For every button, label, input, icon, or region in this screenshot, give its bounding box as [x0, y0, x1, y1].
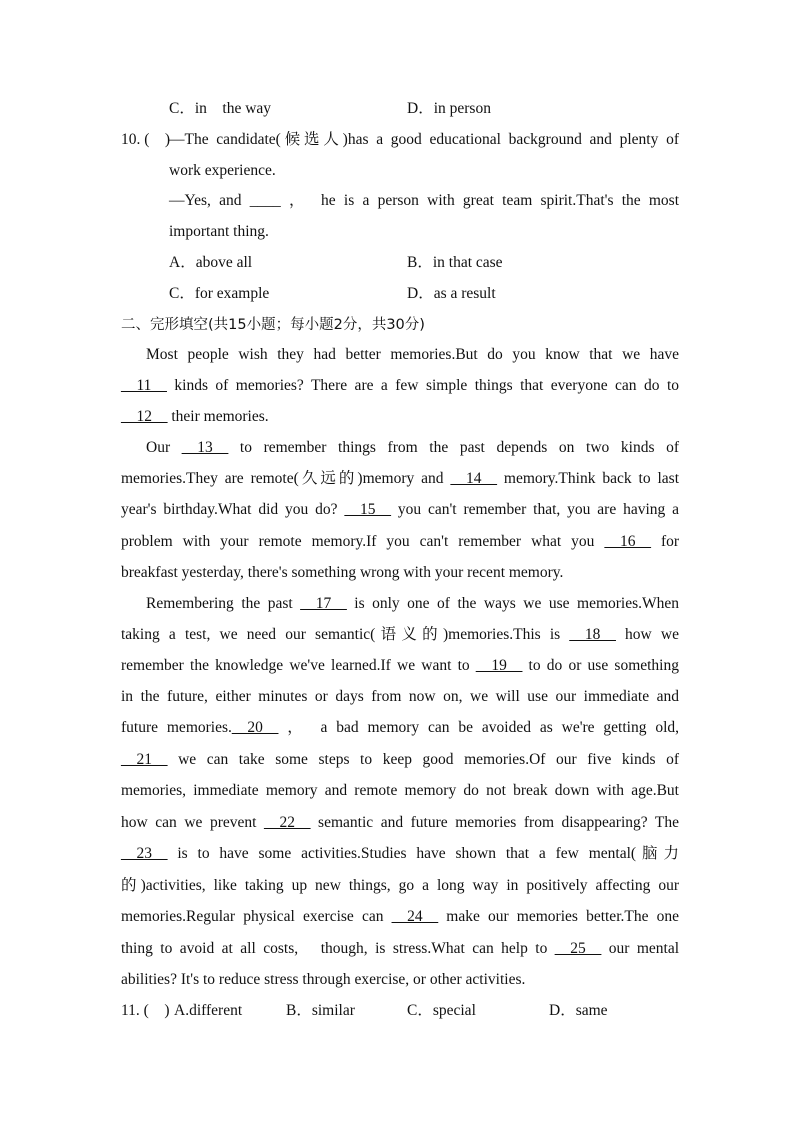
passage-line: __23__ is to have some activities.Studies have shown that a few mental(脑力: [121, 845, 679, 862]
passage-line: breakfast yesterday, there's something wrong with your recent memory.: [121, 564, 564, 581]
passage-line: thing to avoid at all costs, though, is stress.What can help to __25__ our mental: [121, 940, 680, 957]
q10-response-line1: —Yes, and ____ ， he is a person with great team spirit.That's the most: [169, 192, 680, 209]
blank-17: __17__: [300, 595, 347, 612]
passage-line: year's birthday.What did you do? __15__ you can't remember that, you are having a: [121, 501, 680, 518]
blank-12: __12__: [121, 408, 168, 425]
passage-line: memories, immediate memory and remote memory do not break down with age.But: [121, 782, 679, 799]
passage-line: __11__ kinds of memories? There are a few simple things that everyone can do to: [121, 377, 679, 394]
passage-line: Remembering the past __17__ is only one of the ways we use memories.When: [146, 595, 680, 612]
q11-option-b: B．similar: [286, 1002, 355, 1019]
passage-line: abilities? It's to reduce stress through exercise, or other activities.: [121, 971, 526, 988]
blank-19: __19__: [475, 657, 523, 674]
blank-18: __18__: [569, 626, 616, 643]
passage-line: in the future, either minutes or days from now on, we will use our immediate and: [121, 688, 679, 705]
q10-number: 10. ( ): [121, 131, 171, 148]
q10-stem-line2: work experience.: [169, 162, 276, 179]
q10-blank: ____: [249, 192, 281, 209]
blank-15: __15__: [344, 501, 391, 518]
q9-option-d: D．in person: [407, 100, 491, 117]
passage-line: __12__ their memories.: [121, 408, 269, 425]
passage-line: 的)activities, like taking up new things, go a long way in positively affecting our: [121, 877, 679, 894]
blank-22: __22__: [263, 814, 311, 831]
q10-option-c: C．for example: [169, 285, 270, 302]
blank-16: __16__: [604, 533, 651, 550]
q11-number: 11. ( ): [121, 1002, 170, 1019]
q9-option-c: C．in the way: [169, 100, 272, 117]
passage-line: remember the knowledge we've learned.If we want to __19__ to do or use something: [121, 657, 679, 674]
q10-stem-line1: —The candidate(候选人)has a good educational background and plenty of: [169, 131, 679, 148]
blank-21: __21__: [121, 751, 168, 768]
blank-23: __23__: [121, 845, 168, 862]
passage-line: problem with your remote memory.If you can't remember what you __16__ for: [121, 533, 680, 550]
blank-25: __25__: [554, 940, 602, 957]
q11-option-a: A.different: [174, 1002, 243, 1019]
passage-line: taking a test, we need our semantic(语义的)memories.This is __18__ how we: [121, 626, 679, 643]
q10-option-b: B．in that case: [407, 254, 503, 271]
q10-option-d: D．as a result: [407, 285, 496, 302]
passage-line: memories.They are remote(久远的)memory and __14__ memory.Think back to last: [121, 470, 680, 487]
blank-13: __13__: [181, 439, 229, 456]
passage-line: Our __13__ to remember things from the past depends on two kinds of: [146, 439, 680, 456]
q11-option-d: D．same: [549, 1002, 608, 1019]
passage-line: future memories.__20__ ， a bad memory can be avoided as we're getting old,: [121, 719, 680, 736]
blank-14: __14__: [450, 470, 497, 487]
blank-24: __24__: [391, 908, 439, 925]
blank-20: __20__: [231, 719, 279, 736]
passage-line: Most people wish they had better memories.But do you know that we have: [146, 346, 679, 363]
blank-11: __11__: [121, 377, 167, 394]
section-title: 二、完形填空(共15小题；每小题2分，共30分): [121, 317, 425, 333]
passage-line: memories.Regular physical exercise can __24__ make our memories better.The one: [121, 908, 679, 925]
passage-line: how can we prevent __22__ semantic and future memories from disappearing? The: [121, 814, 680, 831]
q10-option-a: A．above all: [169, 254, 253, 271]
passage-line: __21__ we can take some steps to keep good memories.Of our five kinds of: [121, 751, 680, 768]
q10-response-line2: important thing.: [169, 223, 269, 240]
q11-option-c: C．special: [407, 1002, 476, 1019]
